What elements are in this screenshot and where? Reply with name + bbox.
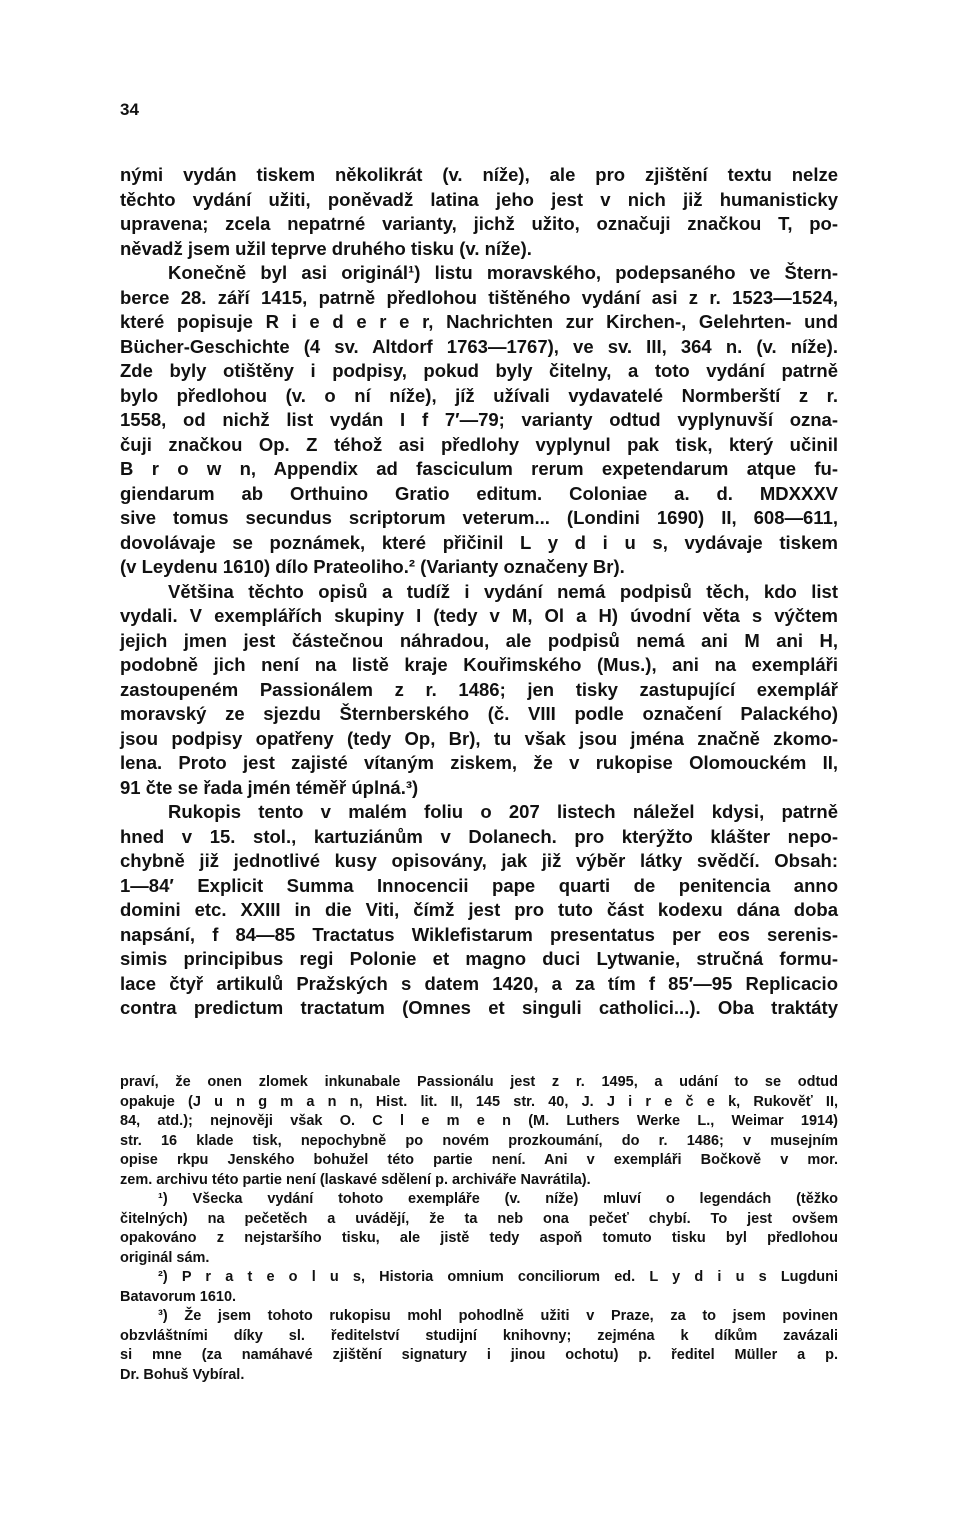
footnote-line: obzvláštními díky sl. ředitelství studijní knihovny; zejména k díkům zavázali — [120, 1327, 838, 1344]
footnote-line: čitelných) na pečetěch a uvádějí, že ta neb ona pečeť chybí. To jest ovšem — [120, 1210, 838, 1227]
text-line: giendarum ab Orthuino Gratio editum. Coloniae a. d. MDXXXV — [120, 482, 838, 504]
text-line: které popisuje R i e d e r e r, Nachrichten zur Kirchen-, Gelehrten- und — [120, 311, 838, 332]
text-line: napsání, f 84—85 Tractatus Wiklefistarum presentatus per eos serenis- — [120, 923, 838, 945]
text-line: dovolávaje se poznámek, které přičinil L y d i u s, vydávaje tiskem — [120, 531, 838, 553]
footnote-line: si mne (za namáhavé zjištění signatury i jinou ochotu) p. ředitel Müller a p. — [120, 1347, 838, 1363]
footnote-line: opise rkpu Jenského bohužel této partie není. Ani v exempláři Bočkově v mor. — [120, 1152, 838, 1168]
footnote-line: Dr. Bohuš Vybíral. — [120, 1366, 245, 1383]
text-line: contra predictum tractatum (Omnes et singuli catholici...). Oba traktáty — [120, 997, 838, 1018]
text-line: čuji značkou Op. Z téhož asi předlohy vyplynul pak tisk, který učinil — [120, 433, 838, 455]
text-line: lace čtyř artikulů Pražských s datem 1420, a za tím f 85′—95 Replicacio — [120, 972, 838, 994]
text-line: něvadž jsem užil teprve druhého tisku (v. níže). — [120, 237, 532, 259]
footnote-line: opakováno z nejstaršího tisku, ale jistě tedy aspoň tomuto tisku byl předlohou — [120, 1230, 838, 1246]
text-line: těchto vydání užiti, poněvadž latina jeho jest v nich již humanisticky — [120, 188, 838, 210]
text-line: 1—84′ Explicit Summa Innocencii pape quarti de penitencia anno — [120, 874, 838, 896]
footnote-line: opakuje (J u n g m a n n, Hist. lit. II, 145 str. 40, J. J i r e č e k, Rukověť II, — [120, 1093, 838, 1110]
footnote-line: str. 16 klade tisk, nepochybně po novém prozkoumání, do r. 1486; v musejním — [120, 1132, 838, 1149]
text-line: 91 čte se řada jmén téměř úplná.³) — [120, 776, 419, 798]
text-line: jejich jmen jest částečnou náhradou, ale podpisů nemá ani M ani H, — [120, 629, 838, 651]
text-line: simis principibus regi Polonie et magno duci Lytwanie, stručná formu- — [120, 948, 838, 969]
text-line: Zde byly otištěny i podpisy, pokud byly čitelny, a toto vydání patrně — [120, 360, 838, 381]
text-line: Rukopis tento v malém foliu o 207 listech náležel kdysi, patrně — [168, 801, 838, 822]
footnote-line: ¹) Všecka vydání tohoto exempláře (v. níže) mluví o legendách (těžko — [158, 1191, 838, 1207]
footnote-line: zem. archivu této partie není (laskavé sdělení p. archiváře Navrátila). — [120, 1171, 591, 1188]
text-line: moravský ze sjezdu Šternberského (č. VIII podle označení Palackého) — [120, 703, 838, 724]
text-line: podobně jich není na listě kraje Kouřimského (Mus.), ani na exempláři — [120, 654, 838, 675]
footnote-line: 84, atd.); nejnověji však O. C l e m e n (M. Luthers Werke L., Weimar 1914) — [120, 1113, 838, 1129]
text-line: nými vydán tiskem několikrát (v. níže), ale pro zjištění textu nelze — [120, 164, 838, 185]
text-line: zastoupeném Passionálem z r. 1486; jen tisky zastupující exemplář — [120, 678, 838, 700]
text-line: 1558, od nichž list vydán I f 7′—79; varianty odtud vyplynuvší ozna- — [120, 409, 838, 430]
footnote-line: originál sám. — [120, 1249, 210, 1266]
text-line: upravena; zcela nepatrné varianty, jichž užito, označuji značkou T, po- — [120, 213, 838, 234]
text-line: jsou podpisy opatřeny (tedy Op, Br), tu však jsou jména značně zkomo- — [120, 727, 838, 749]
text-line: lena. Proto jest zajisté vítaným ziskem, že v rukopise Olomouckém II, — [120, 752, 838, 773]
text-line: sive tomus secundus scriptorum veterum... (Londini 1690) II, 608—611, — [120, 507, 838, 528]
text-line: bylo předlohou (v. o ní níže), jíž užívali vydavatelé Normberští z r. — [120, 384, 838, 406]
footnote-line: praví, že onen zlomek inkunabale Passionálu jest z r. 1495, a udání to se odtud — [120, 1074, 838, 1090]
text-line: (v Leydenu 1610) dílo Prateoliho.² (Varianty označeny Br). — [120, 556, 625, 577]
text-line: hned v 15. stol., kartuziánům v Dolanech. pro kterýžto klášter nepo- — [120, 825, 838, 847]
text-line: domini etc. XXIII in die Viti, čímž jest pro tuto část kodexu dána doba — [120, 899, 838, 920]
main-text — [120, 163, 838, 1021]
text-line: Většina těchto opisů a tudíž i vydání nemá podpisů těch, kdo list — [168, 580, 838, 602]
footnote-line: ²) P r a t e o l u s, Historia omnium conciliorum ed. L y d i u s Lugduni — [158, 1269, 838, 1285]
footnote-line: ³) Že jsem tohoto rukopisu mohl pohodlně užiti v Praze, za to jsem povinen — [158, 1308, 838, 1324]
text-line: B r o w n, Appendix ad fasciculum rerum expetendarum atque fu- — [120, 458, 838, 479]
footnotes — [120, 1073, 838, 1385]
text-line: vydali. V exemplářích skupiny I (tedy v M, Ol a H) úvodní věta s výčtem — [120, 605, 838, 626]
page-number: 34 — [120, 100, 139, 119]
text-line: chybně již jednotlivé kusy opisovány, jak již výběr látky svědčí. Obsah: — [120, 850, 838, 871]
text-line: Bücher-Geschichte (4 sv. Altdorf 1763—1767), ve sv. III, 364 n. (v. níže). — [120, 335, 838, 357]
text-line: berce 28. září 1415, patrně předlohou tištěného vydání asi z r. 1523—1524, — [120, 286, 838, 308]
text-line: Konečně byl asi originál¹) listu moravského, podepsaného ve Štern- — [168, 262, 838, 283]
footnote-line: Batavorum 1610. — [120, 1288, 237, 1305]
